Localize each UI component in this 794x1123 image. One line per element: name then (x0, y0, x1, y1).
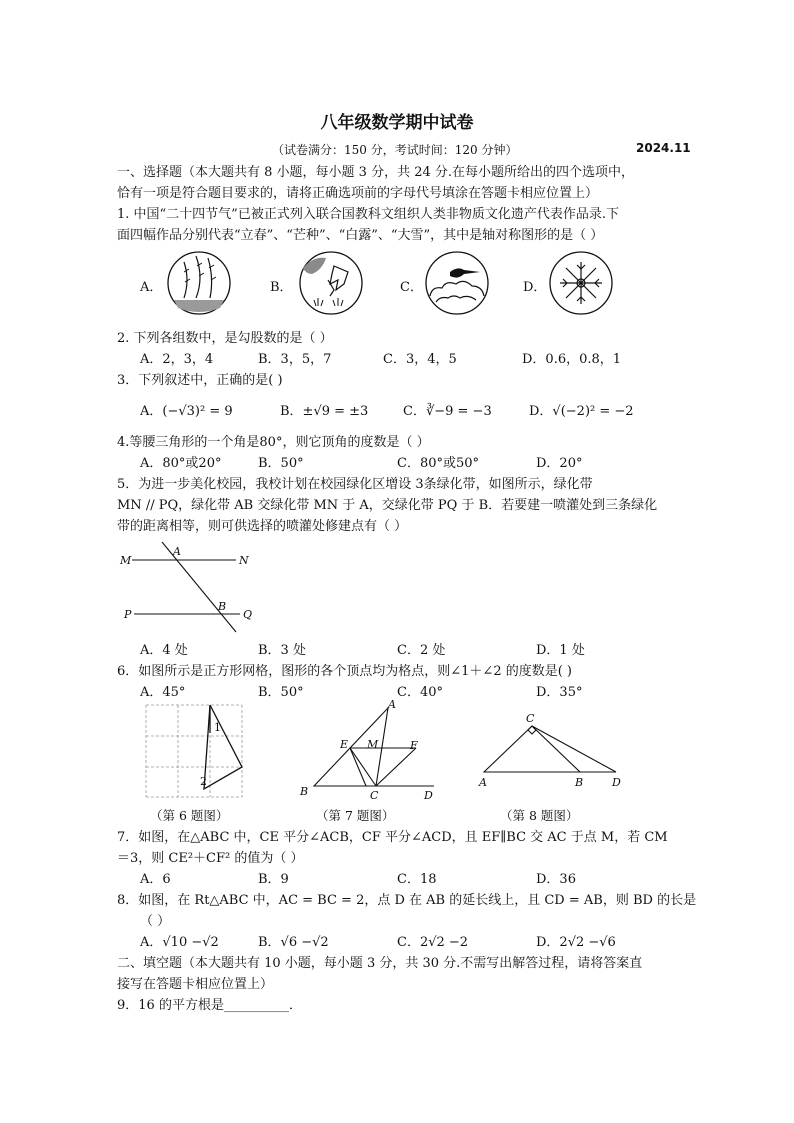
q1-image-spring (166, 250, 232, 316)
section2-instruction: 接写在答题卡相应位置上） (117, 977, 274, 992)
q5-label-a: A (173, 545, 181, 558)
q1-image-grain (298, 250, 364, 316)
q8-option-a: A．√10 −√2 (140, 935, 219, 950)
q5-label-q: Q (243, 608, 253, 621)
q6-option-d: D．35° (536, 685, 583, 700)
q9-stem: 9．16 的平方根是__________． (117, 998, 302, 1013)
q6-option-b: B．50° (258, 685, 304, 700)
q2-option-b: B．3，5，7 (258, 352, 332, 367)
exam-note: （试卷满分：150 分，考试时间：120 分钟） (272, 143, 518, 157)
q5-label-p: P (124, 608, 132, 621)
q7-stem-line2: ＝3，则 CE²＋CF² 的值为（ ） (117, 851, 304, 866)
q4-option-a: A．80°或20° (140, 456, 222, 471)
q1-option-b-label: B． (270, 280, 293, 295)
q6-angle-1: 1 (214, 721, 221, 734)
q6-stem: 6．如图所示是正方形网格，图形的各个顶点均为格点，则∠1＋∠2 的度数是( ) (117, 664, 573, 679)
q5-stem-line2: MN // PQ，绿化带 AB 交绿化带 MN 于 A，交绿化带 PQ 于 B．若要建一喷灌处到三条绿化 (117, 498, 658, 513)
q1-option-d-label: D． (523, 280, 547, 295)
q8-label-c: C (526, 712, 535, 725)
q5-option-d: D．1 处 (536, 643, 585, 658)
q3-option-b: B．±√9 = ±3 (280, 404, 369, 419)
q5-option-b: B．3 处 (258, 643, 306, 658)
q1-option-a-label: A． (140, 280, 163, 295)
q6-figure-grid (144, 703, 244, 799)
q4-option-b: B．50° (258, 456, 304, 471)
q5-option-a: A．4 处 (140, 643, 188, 658)
q7-option-d: D．36 (536, 872, 576, 887)
q7-label-m: M (367, 738, 379, 751)
q6-option-a: A．45° (140, 685, 186, 700)
q2-option-c: C．3，4，5 (383, 352, 457, 367)
q5-stem-line3: 带的距离相等，则可供选择的喷灌处修建点有（ ） (117, 519, 408, 534)
q8-stem-line2: （ ） (140, 914, 171, 929)
q8-option-b: B．√6 −√2 (258, 935, 329, 950)
q8-stem-line1: 8．如图，在 Rt△ABC 中，AC = BC = 2，点 D 在 AB 的延长线上，且 CD = AB，则 BD 的长是 (117, 893, 697, 908)
q3-option-c: C．∛−9 = −3 (403, 404, 492, 419)
q8-figure-right-triangle (476, 710, 626, 790)
q1-option-c-label: C． (400, 280, 423, 295)
q7-label-b: B (300, 785, 309, 798)
section1-heading: 一、选择题（本大题共有 8 小题，每小题 3 分，共 24 分.在每小题所给出的四个选项中， (117, 165, 635, 180)
q8-option-c: C．2√2 −2 (397, 935, 469, 950)
q5-stem-line1: 5．为进一步美化校园，我校计划在校园绿化区增设 3条绿化带，如图所示，绿化带 (117, 477, 593, 492)
q3-option-a: A．(−√3)² = 9 (140, 404, 233, 419)
q8-label-b: B (575, 776, 584, 789)
q1-stem-line2: 面四幅作品分别代表“立春”、“芒种”、“白露”、“大雪”，其中是轴对称图形的是（ ） (117, 228, 604, 243)
q8-option-d: D．2√2 −√6 (536, 935, 616, 950)
q7-label-e: E (340, 738, 349, 751)
figure6-caption: （第 6 题图） (150, 808, 229, 823)
figure7-caption: （第 7 题图） (316, 808, 395, 823)
q8-label-d: D (612, 776, 621, 789)
q7-label-f: F (410, 739, 418, 752)
q2-stem: 2. 下列各组数中，是勾股数的是（ ） (117, 331, 333, 346)
q7-label-a: A (388, 698, 396, 711)
q5-label-b: B (218, 600, 227, 613)
q7-stem-line1: 7．如图，在△ABC 中，CE 平分∠ACB，CF 平分∠ACD，且 EF∥BC 交 AC 于点 M，若 CM (117, 830, 668, 845)
q3-option-d: D．√(−2)² = −2 (529, 404, 634, 419)
q5-label-m: M (120, 554, 132, 567)
q7-option-a: A．6 (140, 872, 171, 887)
q6-angle-2: 2 (200, 775, 207, 788)
q4-stem: 4.等腰三角形的一个角是80°，则它顶角的度数是（ ） (117, 435, 430, 450)
q5-option-c: C．2 处 (397, 643, 446, 658)
q7-figure-triangle (296, 700, 446, 800)
q4-option-c: C．80°或50° (397, 456, 480, 471)
section1-instruction: 恰有一项是符合题目要求的，请将正确选项前的字母代号填涂在答题卡相应位置上） (117, 186, 599, 201)
q7-label-c: C (370, 789, 379, 802)
q3-stem: 3．下列叙述中，正确的是( ) (117, 373, 283, 388)
q1-stem-line1: 1. 中国“二十四节气”已被正式列入联合国教科文组织人类非物质文化遗产代表作品录.下 (117, 207, 619, 222)
q2-option-a: A．2，3，4 (140, 352, 214, 367)
q2-option-d: D．0.6，0.8，1 (522, 352, 622, 367)
q7-label-d: D (424, 789, 433, 802)
page-title: 八年级数学期中试卷 (320, 113, 474, 133)
q5-label-n: N (239, 554, 249, 567)
q4-option-d: D．20° (536, 456, 583, 471)
q5-figure-green-belts (118, 540, 268, 635)
q6-option-c: C．40° (397, 685, 443, 700)
section2-heading: 二、填空题（本大题共有 10 小题，每小题 3 分，共 30 分.不需写出解答过程，请将答案直 (117, 956, 643, 971)
exam-date: 2024.11 (636, 141, 691, 155)
q8-label-a: A (479, 776, 487, 789)
q7-option-c: C．18 (397, 872, 437, 887)
figure8-caption: （第 8 题图） (500, 808, 579, 823)
q1-image-snow (548, 250, 614, 316)
q1-image-dew (424, 250, 490, 316)
q7-option-b: B．9 (258, 872, 289, 887)
